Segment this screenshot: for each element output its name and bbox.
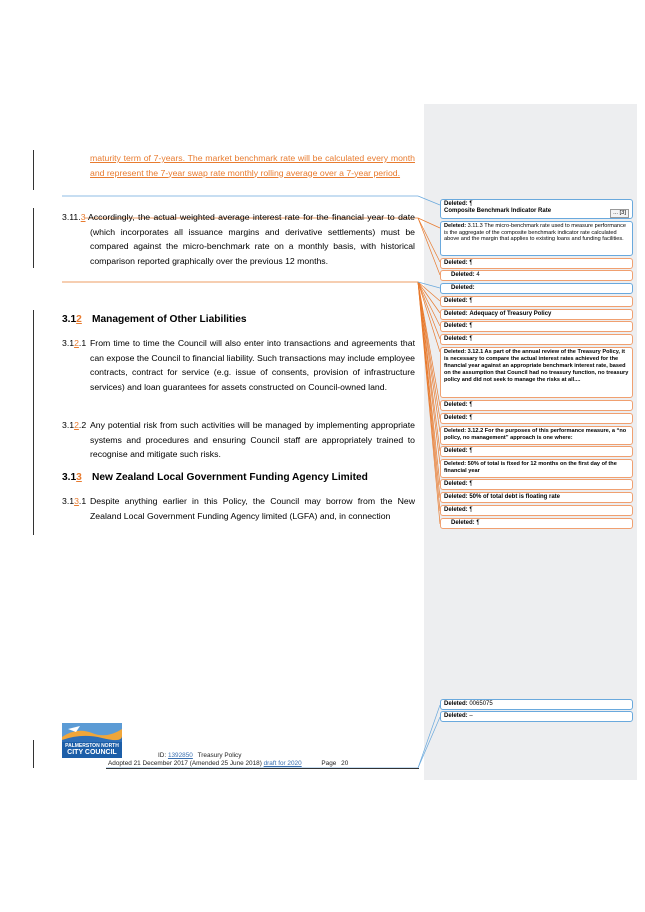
footer-rule (106, 768, 419, 769)
comment-balloon[interactable]: Deleted: ¶ (440, 296, 633, 307)
comment-balloon[interactable]: Deleted: 50% of total debt is floating rate (440, 492, 633, 503)
comment-balloon[interactable]: Deleted: Adequacy of Treasury Policy (440, 309, 633, 320)
comment-balloon[interactable]: Deleted: ¶ (440, 413, 633, 424)
section-heading-3-12: 3.12 Management of Other Liabilities (62, 314, 247, 325)
comment-balloon[interactable]: Deleted: ¶ (440, 400, 633, 411)
footer-doc-id: ID: 1392850 Treasury Policy (158, 752, 242, 759)
para-body-3-12-2: Any potential risk from such activities will be managed by implementing appropriate systems and procedures and ensuring Council staff are appropriately trained to recognise and mitigate such risks. (90, 420, 415, 459)
comment-balloon[interactable]: Deleted: 4 (440, 270, 633, 281)
para-number-3-12-2: 3.12.2 (62, 420, 87, 430)
para-body-3-13-1: Despite anything earlier in this Policy, the Council may borrow from the New Zealand Local Government Funding Agency limited (LGFA) and, in connection (90, 496, 415, 521)
comment-balloon[interactable]: Deleted: ¶ Composite Benchmark Indicator Rate ... [3] (440, 199, 633, 219)
change-bar (33, 208, 34, 268)
comment-balloon[interactable]: Deleted: ¶ (440, 446, 633, 457)
comment-balloon[interactable]: Deleted: (440, 283, 633, 294)
comment-balloon[interactable]: Deleted: ¶ (440, 321, 633, 332)
change-bar (33, 150, 34, 190)
comment-balloon[interactable]: Deleted: ¶ (440, 505, 633, 516)
comment-balloon[interactable]: Deleted: 3.11.3 The micro-benchmark rate used to measure performance is the aggregate of the composite benchmark indicator rate calculated above and the margin that applies to existing loans and funding facilities. (440, 221, 633, 256)
doc-id-link[interactable]: 1392850 (167, 752, 193, 759)
more-button[interactable]: ... [3] (610, 209, 629, 218)
comment-balloon[interactable]: Deleted: ¶ (440, 479, 633, 490)
para-number-3-11-3: 3.11.3 (62, 212, 86, 222)
change-bar (33, 740, 34, 768)
comment-balloon[interactable]: Deleted: 50% of total is fixed for 12 months on the first day of the financial year (440, 459, 633, 478)
para-body-3-12-1: From time to time the Council will also enter into transactions and agreements that can expose the Council to financial liability. Such transactions may include employee contracts, contract for service (e.g. issue of consents, provision of infrastructure services) and loan guarantees for assets constructed on Council-owned land. (90, 338, 415, 392)
change-bar (33, 310, 34, 535)
para-number-3-13-1: 3.13.1 (62, 496, 87, 506)
draft-label: draft for 2020 (263, 760, 302, 767)
comment-balloon[interactable]: Deleted: ¶ (440, 258, 633, 269)
comment-balloon[interactable]: Deleted: ¶ (440, 518, 633, 529)
comment-balloon[interactable]: Deleted: 3.12.2 For the purposes of this performance measure, a “no policy, no management” approach is one where: (440, 426, 633, 445)
section-heading-3-13: 3.13 New Zealand Local Government Funding Agency Limited (62, 472, 368, 483)
comment-balloon[interactable]: Deleted: – (440, 711, 633, 722)
comment-balloon[interactable]: Deleted: ¶ (440, 334, 633, 345)
council-logo-text: PALMERSTON NORTH CITY COUNCIL (62, 742, 122, 758)
para-body-3-11-3: Accordingly, the actual weighted average interest rate for the financial year to date (which incorporates all issuance margins and derivative settlements) must be compared against the micro-benchmark rate on a monthly basis, with historical comparison reported graphically over the previous 12 months. (88, 212, 415, 266)
para-number-3-12-1: 3.12.1 (62, 338, 87, 348)
footer-adopted: Adopted 21 December 2017 (Amended 25 June 2018) draft for 2020 Page 20 (108, 760, 349, 767)
intro-inserted-paragraph (90, 151, 415, 180)
comment-balloon[interactable]: Deleted: 0065075 (440, 699, 633, 710)
comment-balloon[interactable]: Deleted: 3.12.1 As part of the annual review of the Treasury Policy, it is necessary to compare the actual interest rates achieved for the financial year against an appropriate benchmark interest rate, based on the assumption that Council had no treasury function, no treasury policy and did not seek to manage the risks at all.... (440, 347, 633, 398)
inserted-text: maturity term of 7-years. The market benchmark rate will be calculated every month and represent the 7-year swap rate monthly rolling average over a 7-year period. (90, 153, 415, 178)
